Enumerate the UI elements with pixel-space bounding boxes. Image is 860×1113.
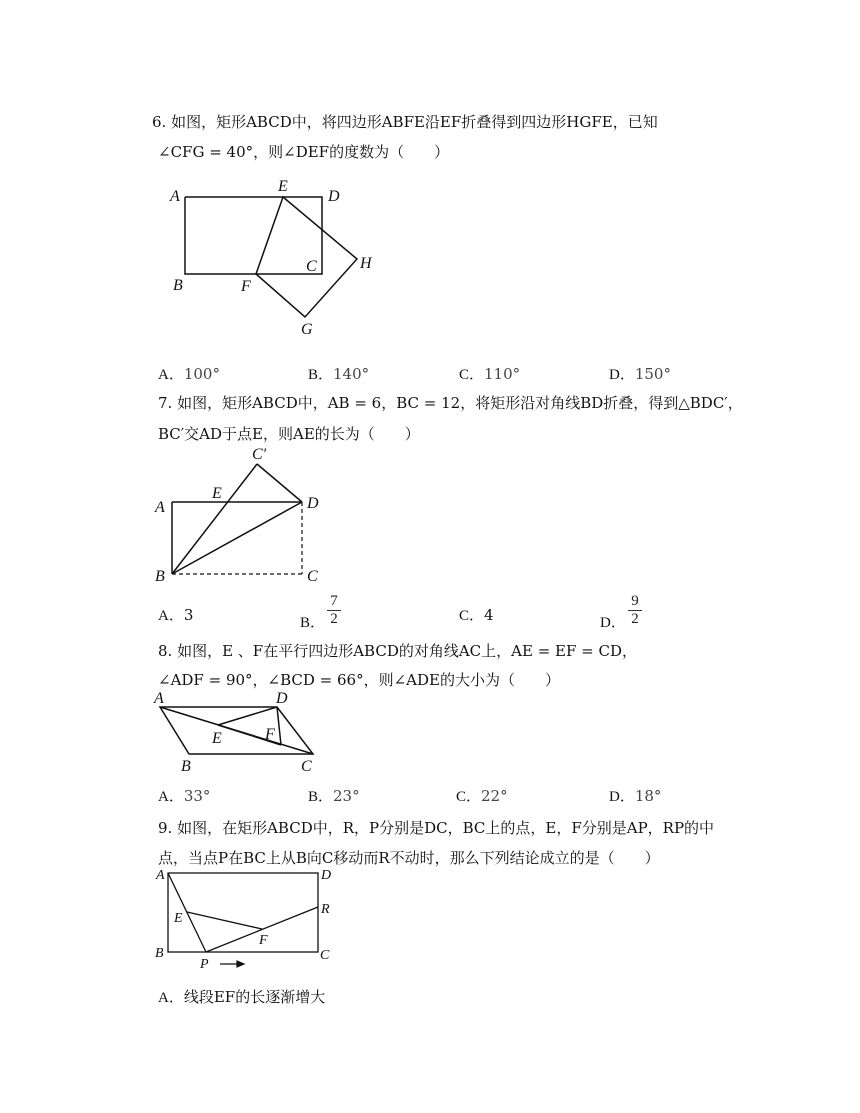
q7-label-Cprime: C′ <box>252 446 267 463</box>
q7-option-c[interactable]: C．4 <box>459 606 494 624</box>
q7-label-C: C <box>307 568 318 585</box>
q9-option-a[interactable]: A．线段EF的长逐渐增大 <box>158 988 326 1006</box>
q8-stem-line1: 8. 如图，E 、F在平行四边形ABCD的对角线AC上，AE = EF = CD， <box>158 642 638 660</box>
q6-option-b[interactable]: B．140° <box>308 365 370 383</box>
q6-label-G: G <box>301 321 313 338</box>
q9-label-R: R <box>321 902 330 917</box>
q7-option-b-fraction: 7 2 <box>327 594 341 627</box>
q6-label-F: F <box>241 278 251 295</box>
q7-label-A: A <box>155 499 165 516</box>
q6-stem-line1: 6. 如图，矩形ABCD中，将四边形ABFE沿EF折叠得到四边形HGFE，已知 <box>152 113 658 131</box>
q9-label-F: F <box>259 933 268 948</box>
q6-label-E: E <box>278 178 288 195</box>
q8-option-b[interactable]: B．23° <box>308 787 360 805</box>
q9-label-E: E <box>174 911 183 926</box>
q9-label-P: P <box>200 957 209 972</box>
q6-stem-line2: ∠CFG = 40°，则∠DEF的度数为（ ） <box>158 143 450 161</box>
q6-label-D: D <box>328 188 340 205</box>
q7-stem-line1: 7. 如图，矩形ABCD中，AB = 6，BC = 12，将矩形沿对角线BD折叠，得到△BDC′， <box>158 394 743 412</box>
q6-option-d[interactable]: D．150° <box>609 365 671 383</box>
q8-label-D: D <box>276 690 288 707</box>
q7-option-a[interactable]: A．3 <box>158 606 194 624</box>
q8-label-E: E <box>212 730 222 747</box>
q6-option-a[interactable]: A．100° <box>158 365 220 383</box>
q8-label-B: B <box>181 758 191 775</box>
q8-option-a[interactable]: A．33° <box>158 787 211 805</box>
q7-option-d[interactable]: D． <box>600 615 626 631</box>
q6-label-B: B <box>173 277 183 294</box>
q6-label-A: A <box>170 188 180 205</box>
q8-label-A: A <box>154 690 164 707</box>
q8-label-F: F <box>265 726 275 743</box>
q6-label-H: H <box>360 255 372 272</box>
q9-stem-line1: 9. 如图，在矩形ABCD中，R，P分别是DC，BC上的点，E，F分别是AP，RP的中 <box>158 819 715 837</box>
q6-option-c[interactable]: C．110° <box>459 365 521 383</box>
q9-label-C: C <box>320 948 330 963</box>
q9-label-A: A <box>156 868 165 883</box>
q7-label-E: E <box>212 485 222 502</box>
q9-label-D: D <box>321 868 332 883</box>
q8-option-c[interactable]: C．22° <box>456 787 508 805</box>
q7-label-B: B <box>155 568 165 585</box>
q9-stem-line2: 点，当点P在BC上从B向C移动而R不动时，那么下列结论成立的是（ ） <box>158 849 660 867</box>
q7-label-D: D <box>307 495 319 512</box>
q7-stem-line2: BC′交AD于点E，则AE的长为（ ） <box>158 425 420 443</box>
q9-label-B: B <box>155 946 164 961</box>
q8-stem-line2: ∠ADF = 90°，∠BCD = 66°，则∠ADE的大小为（ ） <box>158 671 560 689</box>
q7-option-d-fraction: 9 2 <box>628 594 642 627</box>
q6-label-C: C <box>306 258 317 275</box>
q8-option-d[interactable]: D．18° <box>609 787 662 805</box>
q7-option-b[interactable]: B． <box>300 615 326 631</box>
q8-label-C: C <box>301 758 312 775</box>
